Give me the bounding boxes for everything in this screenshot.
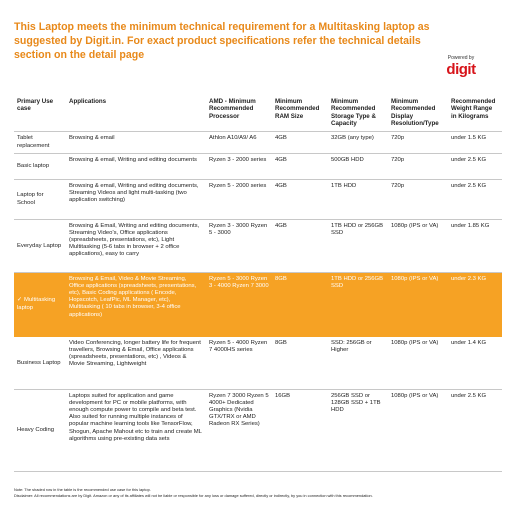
row-processor: Ryzen 3 - 3000 Ryzen 5 - 3000: [206, 219, 272, 272]
row-applications: Browsing & email, Writing and editing documents, Streaming Videos and light multi-tasking (two application switching): [66, 179, 206, 219]
row-applications: Browsing & Email, Video & Movie Streaming, Office applications (spreadsheets, presentations, etc), Basic Coding applications ( Encode, Hopscotch, LeafPic, ML Manager, etc), Multitasking ( 10 tabs in browser, 3-4 office applications): [66, 272, 206, 336]
row-processor: Ryzen 5 - 3000 Ryzen 3 - 4000 Ryzen 7 3000: [206, 272, 272, 336]
header-weight: Recommended Weight Range in Kilograms: [448, 96, 502, 131]
header-use-case: Primary Use case: [14, 96, 66, 131]
row-display: 1080p (IPS or VA): [388, 389, 448, 471]
row-ram: 4GB: [272, 219, 328, 272]
header-display: Minimum Recommended Display Resolution/Type: [388, 96, 448, 131]
header-ram: Minimum Recommended RAM Size: [272, 96, 328, 131]
row-weight: under 1.5 KG: [448, 131, 502, 153]
row-use-case: Basic laptop: [14, 153, 66, 179]
table-header-row: [14, 96, 502, 131]
table-row: [14, 336, 502, 389]
row-storage: 500GB HDD: [328, 153, 388, 179]
row-use-case: Heavy Coding: [14, 389, 66, 471]
row-processor: Ryzen 5 - 2000 series: [206, 179, 272, 219]
row-processor: Ryzen 3 - 2000 series: [206, 153, 272, 179]
row-storage: 32GB (any type): [328, 131, 388, 153]
row-display: 1080p (IPS or VA): [388, 272, 448, 336]
header-storage: Minimum Recommended Storage Type & Capacity: [328, 96, 388, 131]
row-ram: 4GB: [272, 153, 328, 179]
row-weight: under 1.4 KG: [448, 336, 502, 389]
row-display: 720p: [388, 153, 448, 179]
digit-logo: [436, 55, 486, 79]
row-applications: Laptops suited for application and game development for PC or mobile platforms, with enough compute power to compile and beta test. Also suited for running multiple instances of popular machine learning tools like TensorFlow, Shogun, Apache Mahout etc to train and create ML algorithms using pre-existing data sets: [66, 389, 206, 471]
table-row: [14, 153, 502, 179]
row-applications: Browsing & email: [66, 131, 206, 153]
row-weight: under 2.5 KG: [448, 179, 502, 219]
row-display: 720p: [388, 131, 448, 153]
row-use-case: Business Laptop: [14, 336, 66, 389]
row-weight: under 2.3 KG: [448, 272, 502, 336]
row-ram: 4GB: [272, 131, 328, 153]
row-processor: Ryzen 7 3000 Ryzen 5 4000+ Dedicated Graphics (Nvidia GTX/TRX or AMD Radeon RX Series): [206, 389, 272, 471]
table-row: [14, 131, 502, 153]
row-ram: 8GB: [272, 272, 328, 336]
row-use-case-label: Multitasking laptop: [17, 297, 56, 311]
row-weight: under 1.85 KG: [448, 219, 502, 272]
row-storage: 1TB HDD: [328, 179, 388, 219]
footer-disclaimer: Disclaimer: All recommendations are by Digit. Amazon or any of its affiliates will not be liable or responsible for any loss or damage suffered, directly or indirectly, by you in connection with this recommendation.: [14, 492, 373, 498]
row-display: 1080p (IPS or VA): [388, 336, 448, 389]
table-row: [14, 389, 502, 471]
logo-powered-by: Powered by: [447, 55, 475, 61]
row-applications: Browsing & email, Writing and editing documents: [66, 153, 206, 179]
row-use-case: Everyday Laptop: [14, 219, 66, 272]
headline: This Laptop meets the minimum technical requirement for a Multitasking laptop as suggested by Digit.in. For exact product specifications refer the technical details section on the detail page: [14, 21, 430, 61]
row-ram: 8GB: [272, 336, 328, 389]
row-applications: Browsing & Email, Writing and editing documents, Streaming Video's, Office applications (spreadsheets, presentations, etc), Light Multitasking (5-6 tabs in browser + 2 office applications), easy to carry: [66, 219, 206, 272]
header-applications: Applications: [66, 96, 206, 131]
row-use-case: Tablet replacement: [14, 131, 66, 153]
table-row: [14, 219, 502, 272]
row-ram: 16GB: [272, 389, 328, 471]
table-row-highlighted: [14, 272, 502, 336]
row-storage: 1TB HDD or 256GB SSD: [328, 219, 388, 272]
row-weight: under 2.5 KG: [448, 153, 502, 179]
header: [0, 0, 510, 78]
row-use-case: Laptop for School: [14, 179, 66, 219]
row-storage: 256GB SSD or 128GB SSD + 1TB HDD: [328, 389, 388, 471]
footer-note: Note: The shaded row in the table is the recommended use case for this laptop.: [14, 487, 151, 492]
row-display: 1080p (IPS or VA): [388, 219, 448, 272]
row-storage: SSD: 256GB or Higher: [328, 336, 388, 389]
row-ram: 4GB: [272, 179, 328, 219]
row-storage: 1TB HDD or 256GB SSD: [328, 272, 388, 336]
row-processor: Athlon A10/A9/ A6: [206, 131, 272, 153]
check-icon: ✓: [17, 297, 23, 304]
row-processor: Ryzen 5 - 4000 Ryzen 7 4000HS series: [206, 336, 272, 389]
row-weight: under 2.5 KG: [448, 389, 502, 471]
recommendation-table: [14, 96, 502, 472]
logo-brand: digit: [446, 61, 476, 78]
row-display: 720p: [388, 179, 448, 219]
table-row: [14, 179, 502, 219]
footer: [14, 487, 502, 498]
row-use-case: [14, 272, 66, 336]
header-processor: AMD - Minimum Recommended Processor: [206, 96, 272, 131]
row-applications: Video Conferencing, longer battery life for frequent travellers, Browsing & Email, Office applications (spreadsheets, presentations, etc) , Videos & Movie Streaming, Lightweight: [66, 336, 206, 389]
